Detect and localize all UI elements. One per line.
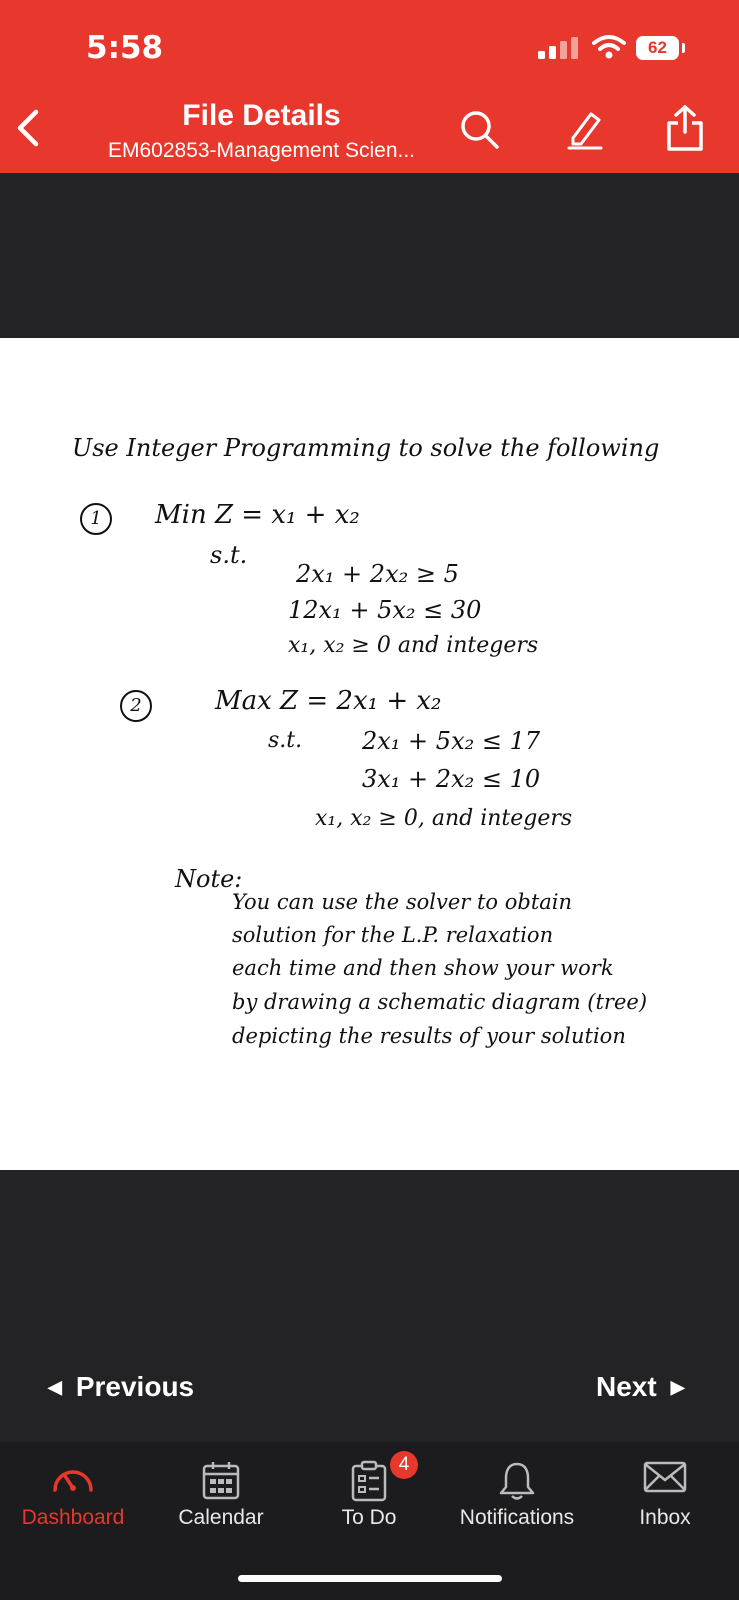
- annotate-pen-icon[interactable]: [565, 108, 605, 150]
- battery-indicator: 62: [636, 36, 679, 60]
- note-line: each time and then show your work: [232, 956, 614, 980]
- p1-objective: Min Z = x₁ + x₂: [155, 500, 360, 530]
- previous-button[interactable]: [48, 1371, 194, 1403]
- todo-icon: [350, 1460, 388, 1502]
- p2-objective: Max Z = 2x₁ + x₂: [215, 686, 442, 716]
- tab-label: Dashboard: [21, 1506, 125, 1529]
- caret-right-icon: ▶: [670, 1377, 685, 1397]
- app-header: [0, 0, 739, 173]
- note-label: Note:: [175, 865, 243, 893]
- caret-left-icon: ◀: [48, 1377, 62, 1397]
- tab-label: To Do: [341, 1506, 397, 1529]
- dashboard-icon: [50, 1460, 96, 1494]
- wifi-icon: [592, 34, 626, 60]
- next-button[interactable]: [596, 1371, 685, 1403]
- problem-2-number: 2: [130, 695, 142, 716]
- battery-nub: [682, 43, 685, 53]
- file-name: EM602853-Management Scien...: [107, 139, 415, 162]
- bell-icon: [497, 1460, 537, 1502]
- back-chevron-icon[interactable]: [14, 108, 40, 148]
- p1-st: s.t.: [210, 541, 248, 569]
- cellular-signal-icon: [538, 37, 584, 59]
- note-line: depicting the results of your solution: [232, 1024, 626, 1048]
- tab-label: Inbox: [639, 1506, 691, 1529]
- problem-2-circle: [120, 690, 152, 722]
- p2-constraint-1: 2x₁ + 5x₂ ≤ 17: [362, 727, 541, 755]
- problem-1-number: 1: [90, 508, 102, 529]
- doc-intro: Use Integer Programming to solve the following: [72, 434, 660, 462]
- p1-constraint-3: x₁, x₂ ≥ 0 and integers: [288, 633, 539, 658]
- search-icon[interactable]: [459, 109, 501, 151]
- tab-label: Calendar: [178, 1506, 264, 1529]
- p1-constraint-1: 2x₁ + 2x₂ ≥ 5: [296, 560, 459, 588]
- calendar-icon: [202, 1460, 240, 1500]
- note-line: You can use the solver to obtain: [232, 890, 573, 914]
- p2-constraint-3: x₁, x₂ ≥ 0, and integers: [315, 806, 573, 831]
- page-title: File Details: [182, 99, 341, 132]
- problem-1-circle: [80, 503, 112, 535]
- next-label: Next: [596, 1371, 657, 1402]
- note-line: by drawing a schematic diagram (tree): [232, 990, 648, 1014]
- inbox-icon: [643, 1460, 687, 1494]
- document-page: [0, 338, 739, 1170]
- note-line: solution for the L.P. relaxation: [232, 923, 554, 947]
- tab-label: Notifications: [459, 1506, 575, 1529]
- p1-constraint-2: 12x₁ + 5x₂ ≤ 30: [288, 596, 482, 624]
- status-time: 5:58: [86, 30, 164, 66]
- p2-st: s.t.: [268, 728, 303, 753]
- p2-constraint-2: 3x₁ + 2x₂ ≤ 10: [362, 765, 541, 793]
- todo-badge: 4: [390, 1451, 418, 1479]
- home-indicator: [238, 1575, 502, 1582]
- share-icon[interactable]: [665, 104, 705, 152]
- previous-label: Previous: [75, 1371, 195, 1402]
